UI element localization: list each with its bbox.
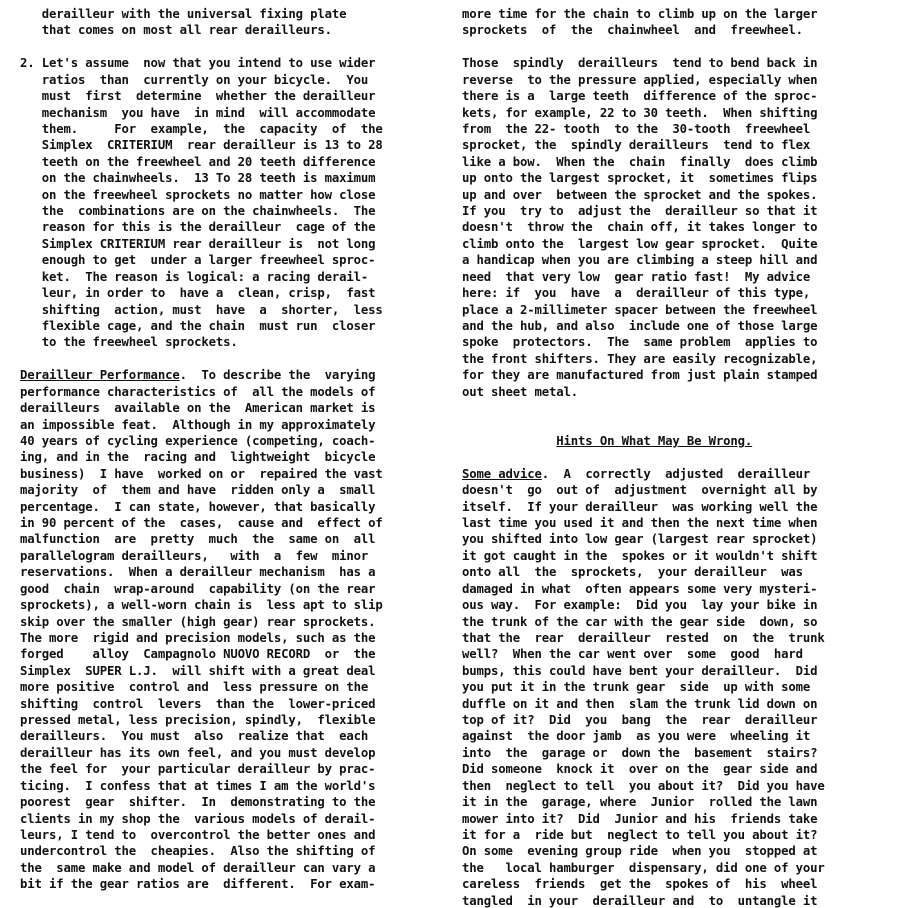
text-line: business) I have worked on or repaired the vast	[20, 466, 383, 481]
text-line: and the hub, and also include one of those large	[462, 318, 818, 333]
text-line: shifting action, must have a shorter, less	[20, 302, 383, 317]
text-line: Those spindly derailleurs tend to bend back in	[462, 56, 818, 71]
text-line: on the chainwheels. 13 To 28 teeth is maximum	[20, 171, 376, 186]
text-line: performance characteristics of all the models of	[20, 384, 376, 399]
text-line: sprocket, the spindly derailleurs tend to flex	[462, 138, 811, 153]
text-line: majority of them and have ridden only a small	[20, 483, 376, 498]
text-line: on the freewheel sprockets no matter how close	[20, 187, 376, 202]
text-line: the same make and model of derailleur can vary a	[20, 860, 376, 875]
text-segment	[462, 434, 556, 448]
text-line: it in the garage, where Junior rolled the lawn	[462, 795, 818, 810]
text-line: reservations. When a derailleur mechanism has a	[20, 565, 376, 580]
text-line: ous way. For example: Did you lay your bike in	[462, 598, 818, 613]
text-line: parallelogram derailleurs, with a few minor	[20, 548, 369, 563]
text-line: climb onto the largest low gear sprocket. Quite	[462, 236, 818, 251]
text-line: that the rear derailleur rested on the trunk	[462, 630, 825, 645]
text-line: doesn't throw the chain off, it takes longer to	[462, 220, 818, 235]
text-segment: . To describe the varying	[179, 368, 376, 383]
underlined-heading: Some advice	[462, 466, 542, 481]
text-line: sprockets), a well-worn chain is less apt to slip	[20, 598, 383, 613]
underlined-heading: Hints On What May Be Wrong.	[556, 433, 753, 448]
text-line: ratios than currently on your bicycle. You	[20, 72, 369, 87]
text-line: Did someone knock it over on the gear side and	[462, 762, 818, 777]
text-line: forged alloy Campagnolo NUOVO RECORD or the	[20, 647, 376, 662]
text-line: damaged in what often appears some very mysteri-	[462, 581, 818, 596]
text-line: out sheet metal.	[462, 384, 579, 399]
text-line: bit if the gear ratios are different. For exam-	[20, 877, 376, 892]
text-line: If you try to adjust the derailleur so that it	[462, 204, 818, 219]
text-line: like a bow. When the chain finally does climb	[462, 154, 818, 169]
text-line: spoke protectors. The same problem applies to	[462, 335, 818, 350]
text-line	[462, 467, 810, 481]
text-line: the combinations are on the chainwheels. The	[20, 204, 376, 219]
text-line: ket. The reason is logical: a racing derail-	[20, 269, 369, 284]
text-line: Simplex SUPER L.J. will shift with a great deal	[20, 663, 376, 678]
text-line: derailleur with the universal fixing plate	[20, 7, 347, 21]
text-line: the trunk of the car with the gear side down, so	[462, 614, 818, 629]
text-line: up onto the largest sprocket, it sometimes flips	[462, 171, 818, 186]
text-line: the front shifters. They are easily recognizable,	[462, 351, 818, 366]
text-line: in 90 percent of the cases, cause and effect of	[20, 516, 383, 531]
text-line: mechanism you have in mind will accommodate	[20, 105, 376, 120]
text-line: last time you used it and then the next time when	[462, 516, 818, 531]
text-line: it got caught in the spokes or it wouldn't shift	[462, 548, 818, 563]
text-line: ing, and in the racing and lightweight bicycle	[20, 450, 376, 465]
text-line: careless friends get the spokes of his wheel	[462, 877, 818, 892]
text-line: here: if you have a derailleur of this type,	[462, 286, 811, 301]
text-line: need that very low gear ratio fast! My advice	[462, 269, 811, 284]
text-line: against the door jamb as you were wheeling it	[462, 729, 811, 744]
text-line: teeth on the freewheel and 20 teeth difference	[20, 154, 376, 169]
text-line: percentage. I can state, however, that basically	[20, 499, 376, 514]
text-line	[20, 368, 375, 382]
text-line: good chain wrap-around capability (on the rear	[20, 581, 376, 596]
text-line: top of it? Did you bang the rear derailleur	[462, 713, 818, 728]
text-line: skip over the smaller (high gear) rear sprockets.	[20, 614, 376, 629]
text-line: malfunction are pretty much the same on all	[20, 532, 376, 547]
text-line: well? When the car went over some good hard	[462, 647, 803, 662]
text-line: then neglect to tell you about it? Did you have	[462, 778, 825, 793]
text-line: clients in my shop the various models of derail-	[20, 811, 376, 826]
text-line: it for a ride but neglect to tell you about it?	[462, 828, 818, 842]
text-line: must first determine whether the derailleur	[20, 89, 376, 104]
text-line: undercontrol the cheapies. Also the shifting of	[20, 844, 376, 859]
text-line: sprockets of the chainwheel and freewheel.	[462, 23, 803, 38]
text-line: bumps, this could have bent your derailleur. Did	[462, 663, 818, 678]
text-line: derailleur has its own feel, and you must develop	[20, 745, 376, 760]
text-line: The more rigid and precision models, such as the	[20, 630, 376, 645]
text-line: from the 22- tooth to the 30-tooth freewheel	[462, 121, 811, 136]
text-line: the local hamburger dispensary, did one of your	[462, 860, 825, 875]
text-line: into the garage or down the basement stairs?	[462, 745, 818, 760]
underlined-heading: Derailleur Performance	[20, 368, 180, 383]
text-line: the feel for your particular derailleur by prac-	[20, 762, 376, 777]
text-line: ticing. I confess that at times I am the world's	[20, 778, 376, 793]
text-line: Simplex CRITERIUM rear derailleur is 13 to 28	[20, 138, 383, 153]
text-line	[462, 434, 752, 448]
text-line: doesn't go out of adjustment overnight all by	[462, 483, 818, 498]
text-line: reverse to the pressure applied, especially when	[462, 72, 818, 87]
text-segment: . A correctly adjusted derailleur	[541, 466, 811, 481]
text-line: more positive control and less pressure on the	[20, 680, 369, 695]
text-line: derailleurs. You must also realize that each	[20, 729, 369, 744]
text-line: up and over between the sprocket and the spokes.	[462, 187, 818, 202]
text-line: pressed metal, less precision, spindly, flexible	[20, 713, 376, 728]
text-line: duffle on it and then slam the trunk lid down on	[462, 696, 818, 711]
text-line: kets, for example, 22 to 30 teeth. When shifting	[462, 105, 818, 120]
text-line: for they are manufactured from just plain stamped	[462, 368, 818, 383]
text-line: itself. If your derailleur was working well the	[462, 499, 818, 514]
text-line: On some evening group ride when you stopped at	[462, 844, 818, 859]
text-line: 40 years of cycling experience (competing, coach-	[20, 433, 376, 448]
text-line: that comes on most all rear derailleurs.	[20, 23, 332, 38]
text-line: to the freewheel sprockets.	[20, 335, 238, 350]
text-line: there is a large teeth difference of the sproc-	[462, 89, 818, 104]
text-line: shifting control levers than the lower-priced	[20, 696, 376, 711]
text-line: you put it in the trunk gear side up with some	[462, 680, 811, 695]
text-line: them. For example, the capacity of the	[20, 121, 383, 136]
text-line: Simplex CRITERIUM rear derailleur is not long	[20, 236, 376, 251]
text-line: an impossible feat. Although in my approximately	[20, 417, 376, 432]
text-line: place a 2-millimeter spacer between the freewheel	[462, 302, 818, 317]
text-line: you shifted into low gear (largest rear sprocket)	[462, 532, 818, 547]
text-line: 2. Let's assume now that you intend to use wider	[20, 56, 376, 71]
text-line: a handicap when you are climbing a steep hill and	[462, 253, 818, 268]
text-line: derailleurs available on the American market is	[20, 401, 376, 416]
text-line: more time for the chain to climb up on the larger	[462, 7, 818, 21]
text-line: tangled in your derailleur and to untangle it	[462, 893, 818, 908]
text-line: poorest gear shifter. In demonstrating to the	[20, 795, 376, 810]
text-line: onto all the sprockets, your derailleur was	[462, 565, 803, 580]
text-line: leur, in order to have a clean, crisp, fast	[20, 286, 376, 301]
text-line: reason for this is the derailleur cage of the	[20, 220, 376, 235]
text-line: leurs, I tend to overcontrol the better ones and	[20, 828, 376, 842]
text-line: enough to get under a larger freewheel sproc-	[20, 253, 376, 268]
text-line: mower into it? Did Junior and his friends take	[462, 811, 818, 826]
text-line: flexible cage, and the chain must run closer	[20, 318, 376, 333]
